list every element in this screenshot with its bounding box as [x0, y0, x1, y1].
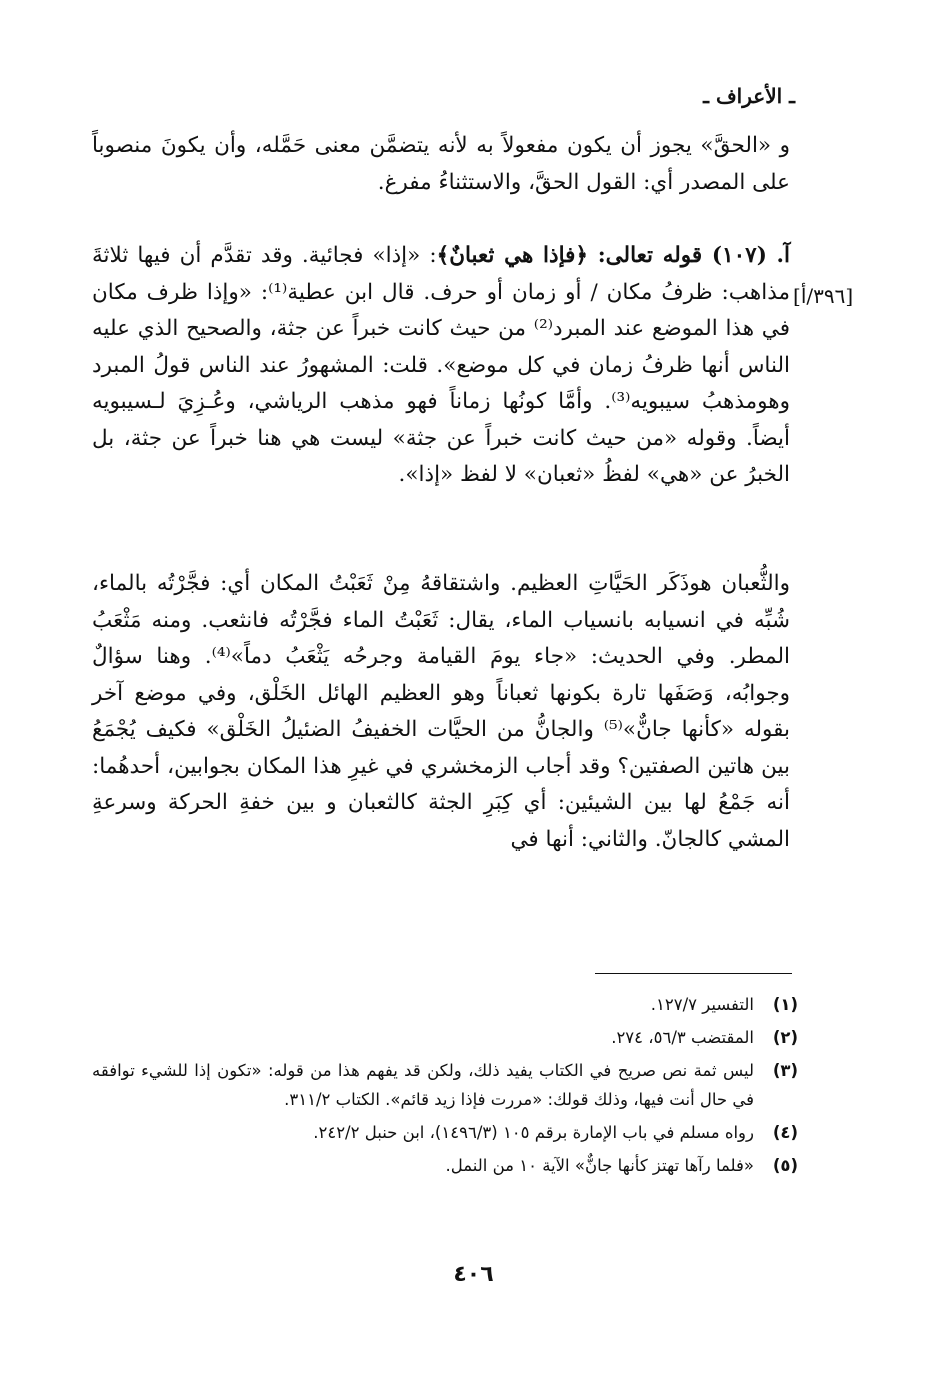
verse-commentary-text: : «إذا» فجائية. وقد تقدَّم أن فيها ثلاثةَ مذاهب: ظرفُ مكان / أو زمان أو حرف. قال ابن عطية⁽¹⁾: «وإذا ظرف مكان في هذا الموضع عند المبرد⁽²⁾ من حيث كانت خبراً عن جثة، والصحيح الذي عليه الناس أنها ظرفُ زمان في كل موضع». قلت: المشهورُ عند الناس قولُ المبرد وهومذهبُ سيبويه⁽³⁾. وأمَّا كونُها زماناً فهو مذهب الرياشي، وعُـزِيَ لـسيبويه أيضاً. وقوله «من حيث كانت خبراً عن جثة» ليست هي هنا خبراً عن جثة، بل الخبرُ عن «هي» لفظُ «ثعبان» لا لفظ «إذا». — [92, 243, 790, 487]
footnote-number: (٣) — [772, 1061, 798, 1080]
paragraph: والثُّعبان هوذَكَر الحَيَّاتِ العظيم. واشتقاقهُ مِنْ ثَعَبْتُ المكان أي: فجَّرْتُه بالماء، شُبِّه في انسيابه بانسياب الماء، يقال: ثَعَبْتُ الماء فجَّرْتُه فانثعب. ومنه مَثْعَبُ المطر. وفي الحديث: «جاء يومَ القيامة وجرحُه يَثْعَبُ دماً»⁽⁴⁾. وهنا سؤالٌ وجوابُه، وَصَفَها تارة بكونها ثعباناً وهو العظيم الهائل الخَلْق، وفي موضع آخر بقوله «كأنها جانٌّ»⁽⁵⁾ والجانُّ من الحيَّات الخفيفُ الضئيلُ الخَلْق» فكيف يُجْمَعُ بين هاتين الصفتين؟ وقد أجاب الزمخشري في غيرِ هذا المكان بجوابين، أحدهُما: أنه جَمْعُ لها بين الشيئين: أي كِبَرِ الجثة كالثعبان و بين خفةِ الحركة وسرعةِ المشي كالجانّ. والثاني: أنها في — [92, 571, 790, 852]
footnote-text: «فلما رآها تهتز كأنها جانٌّ» الآية ١٠ من النمل. — [445, 1156, 754, 1175]
footnotes — [92, 990, 798, 1184]
verse-heading: آ. (١٠٧) قوله تعالى: ﴿فإذا هي ثعبانٌ﴾ — [436, 243, 791, 268]
manuscript-folio-marker: [٣٩٦/أ] — [793, 284, 854, 308]
footnote-number: (٢) — [772, 1028, 798, 1047]
main-text — [92, 128, 790, 976]
footnote-number: (١) — [772, 995, 798, 1014]
footnote-text: المقتضب ٥٦/٣، ٢٧٤. — [611, 1028, 754, 1047]
footnote-text: ليس ثمة نص صريح في الكتاب يفيد ذلك، ولكن قد يفهم هذا من قوله: «تكون إذا للشيء توافقه في حال أنت فيها، وذلك قولك: «مررت فإذا زيد قائم». الكتاب ٣١١/٢. — [92, 1061, 754, 1109]
footnote-text: رواه مسلم في باب الإمارة برقم ١٠٥ (١٤٩٦/٣)، ابن حنبل ٢٤٢/٢. — [313, 1123, 754, 1142]
footnote — [92, 1118, 798, 1147]
footnote — [92, 1151, 798, 1180]
footnote — [92, 1056, 798, 1114]
footnote — [92, 990, 798, 1019]
footnote — [92, 1023, 798, 1052]
footnote-text: التفسير ١٢٧/٧. — [650, 995, 754, 1014]
footnote-divider — [595, 973, 792, 974]
page-number: ٤٠٦ — [453, 1262, 494, 1287]
verse-commentary-paragraph — [92, 238, 790, 566]
footnote-number: (٥) — [772, 1156, 798, 1175]
footnote-number: (٤) — [772, 1123, 798, 1142]
paragraph: و «الحقَّ» يجوز أن يكون مفعولاً به لأنه يتضمَّن معنى حَمَّله، وأن يكونَ منصوباً على المصدر أي: القول الحقَّ، والاستثناءُ مفرغ. — [92, 133, 790, 195]
running-header: ـ الأعراف ـ — [703, 84, 795, 108]
